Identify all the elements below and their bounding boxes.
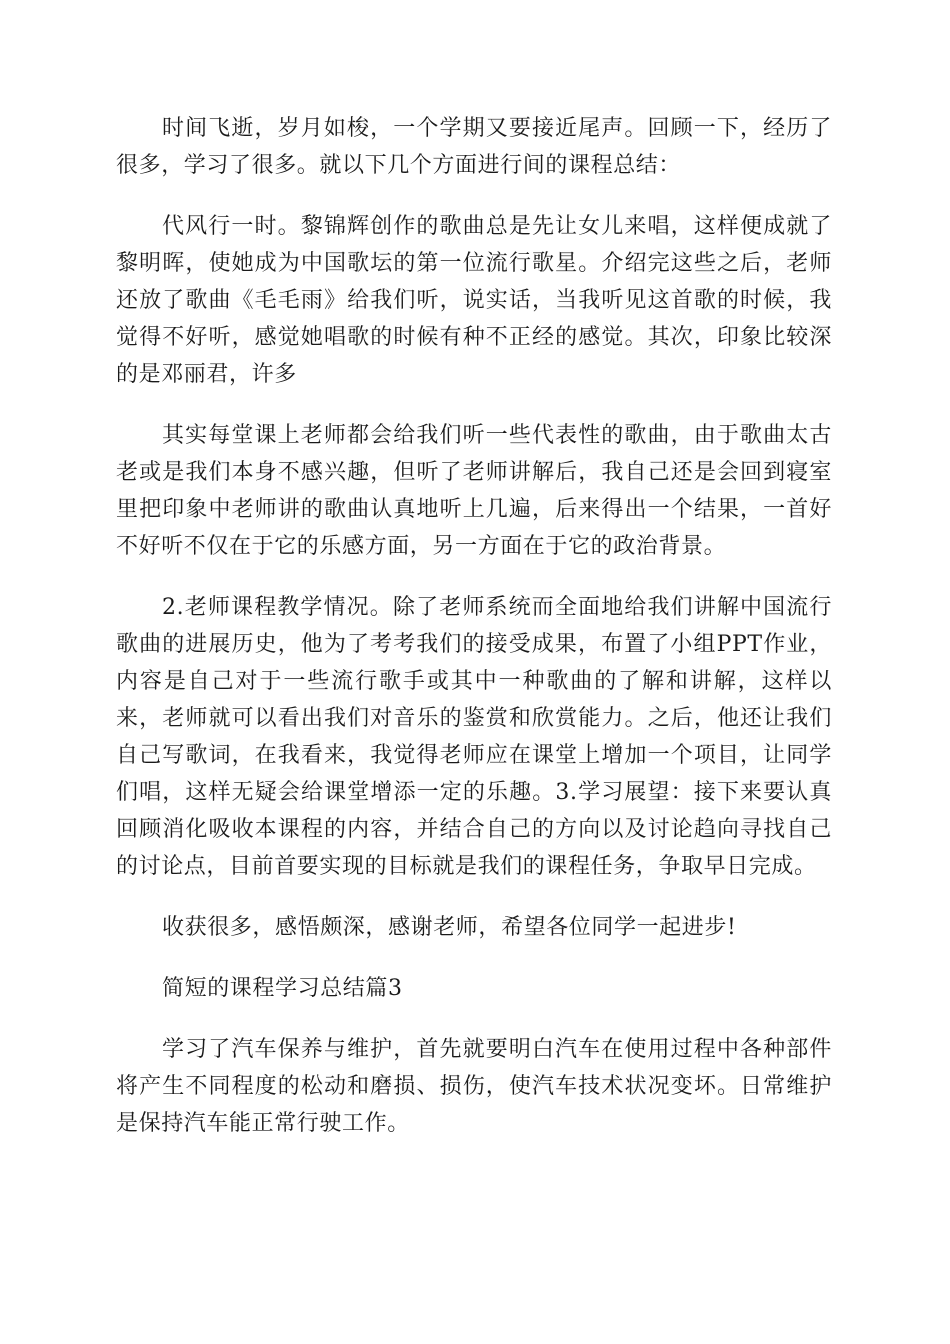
paragraph-car-maintenance: 学习了汽车保养与维护，首先就要明白汽车在使用过程中各种部件将产生不同程度的松动和磨损、损伤，使汽车技术状况变坏。日常维护是保持汽车能正常行驶工作。 [116, 1037, 832, 1136]
paragraph-intro: 时间飞逝，岁月如梭，一个学期又要接近尾声。回顾一下，经历了很多，学习了很多。就以下几个方面进行间的课程总结： [116, 116, 832, 178]
section-heading: 简短的课程学习总结篇3 [162, 976, 403, 1001]
paragraph-li-jinhui: 代风行一时。黎锦辉创作的歌曲总是先让女儿来唱，这样便成就了黎明晖，使她成为中国歌坛的第一位流行歌星。介绍完这些之后，老师还放了歌曲《毛毛雨》给我们听，说实话，当我听见这首歌的时候，我觉得不好听，感觉她唱歌的时候有种不正经的感觉。其次，印象比较深的是邓丽君，许多 [116, 214, 832, 387]
paragraph-gratitude: 收获很多，感悟颇深，感谢老师，希望各位同学一起进步! [162, 915, 737, 940]
document-body [116, 110, 832, 1166]
paragraph-teaching-situation: 2.老师课程教学情况。除了老师系统而全面地给我们讲解中国流行歌曲的进展历史，他为了考考我们的接受成果，布置了小组PPT作业，内容是自己对于一些流行歌手或其中一种歌曲的了解和讲解，这样以来，老师就可以看出我们对音乐的鉴赏和欣赏能力。之后，他还让我们自己写歌词，在我看来，我觉得老师应在课堂上增加一个项目，让同学们唱，这样无疑会给课堂增添一定的乐趣。3.学习展望：接下来要认真回顾消化吸收本课程的内容，并结合自己的方向以及讨论趋向寻找自己的讨论点，目前首要实现的目标就是我们的课程任务，争取早日完成。 [116, 595, 832, 879]
paragraph-representative-songs: 其实每堂课上老师都会给我们听一些代表性的歌曲，由于歌曲太古老或是我们本身不感兴趣，但听了老师讲解后，我自己还是会回到寝室里把印象中老师讲的歌曲认真地听上几遍，后来得出一个结果，一首好不好听不仅在于它的乐感方面，另一方面在于它的政治背景。 [116, 423, 832, 559]
